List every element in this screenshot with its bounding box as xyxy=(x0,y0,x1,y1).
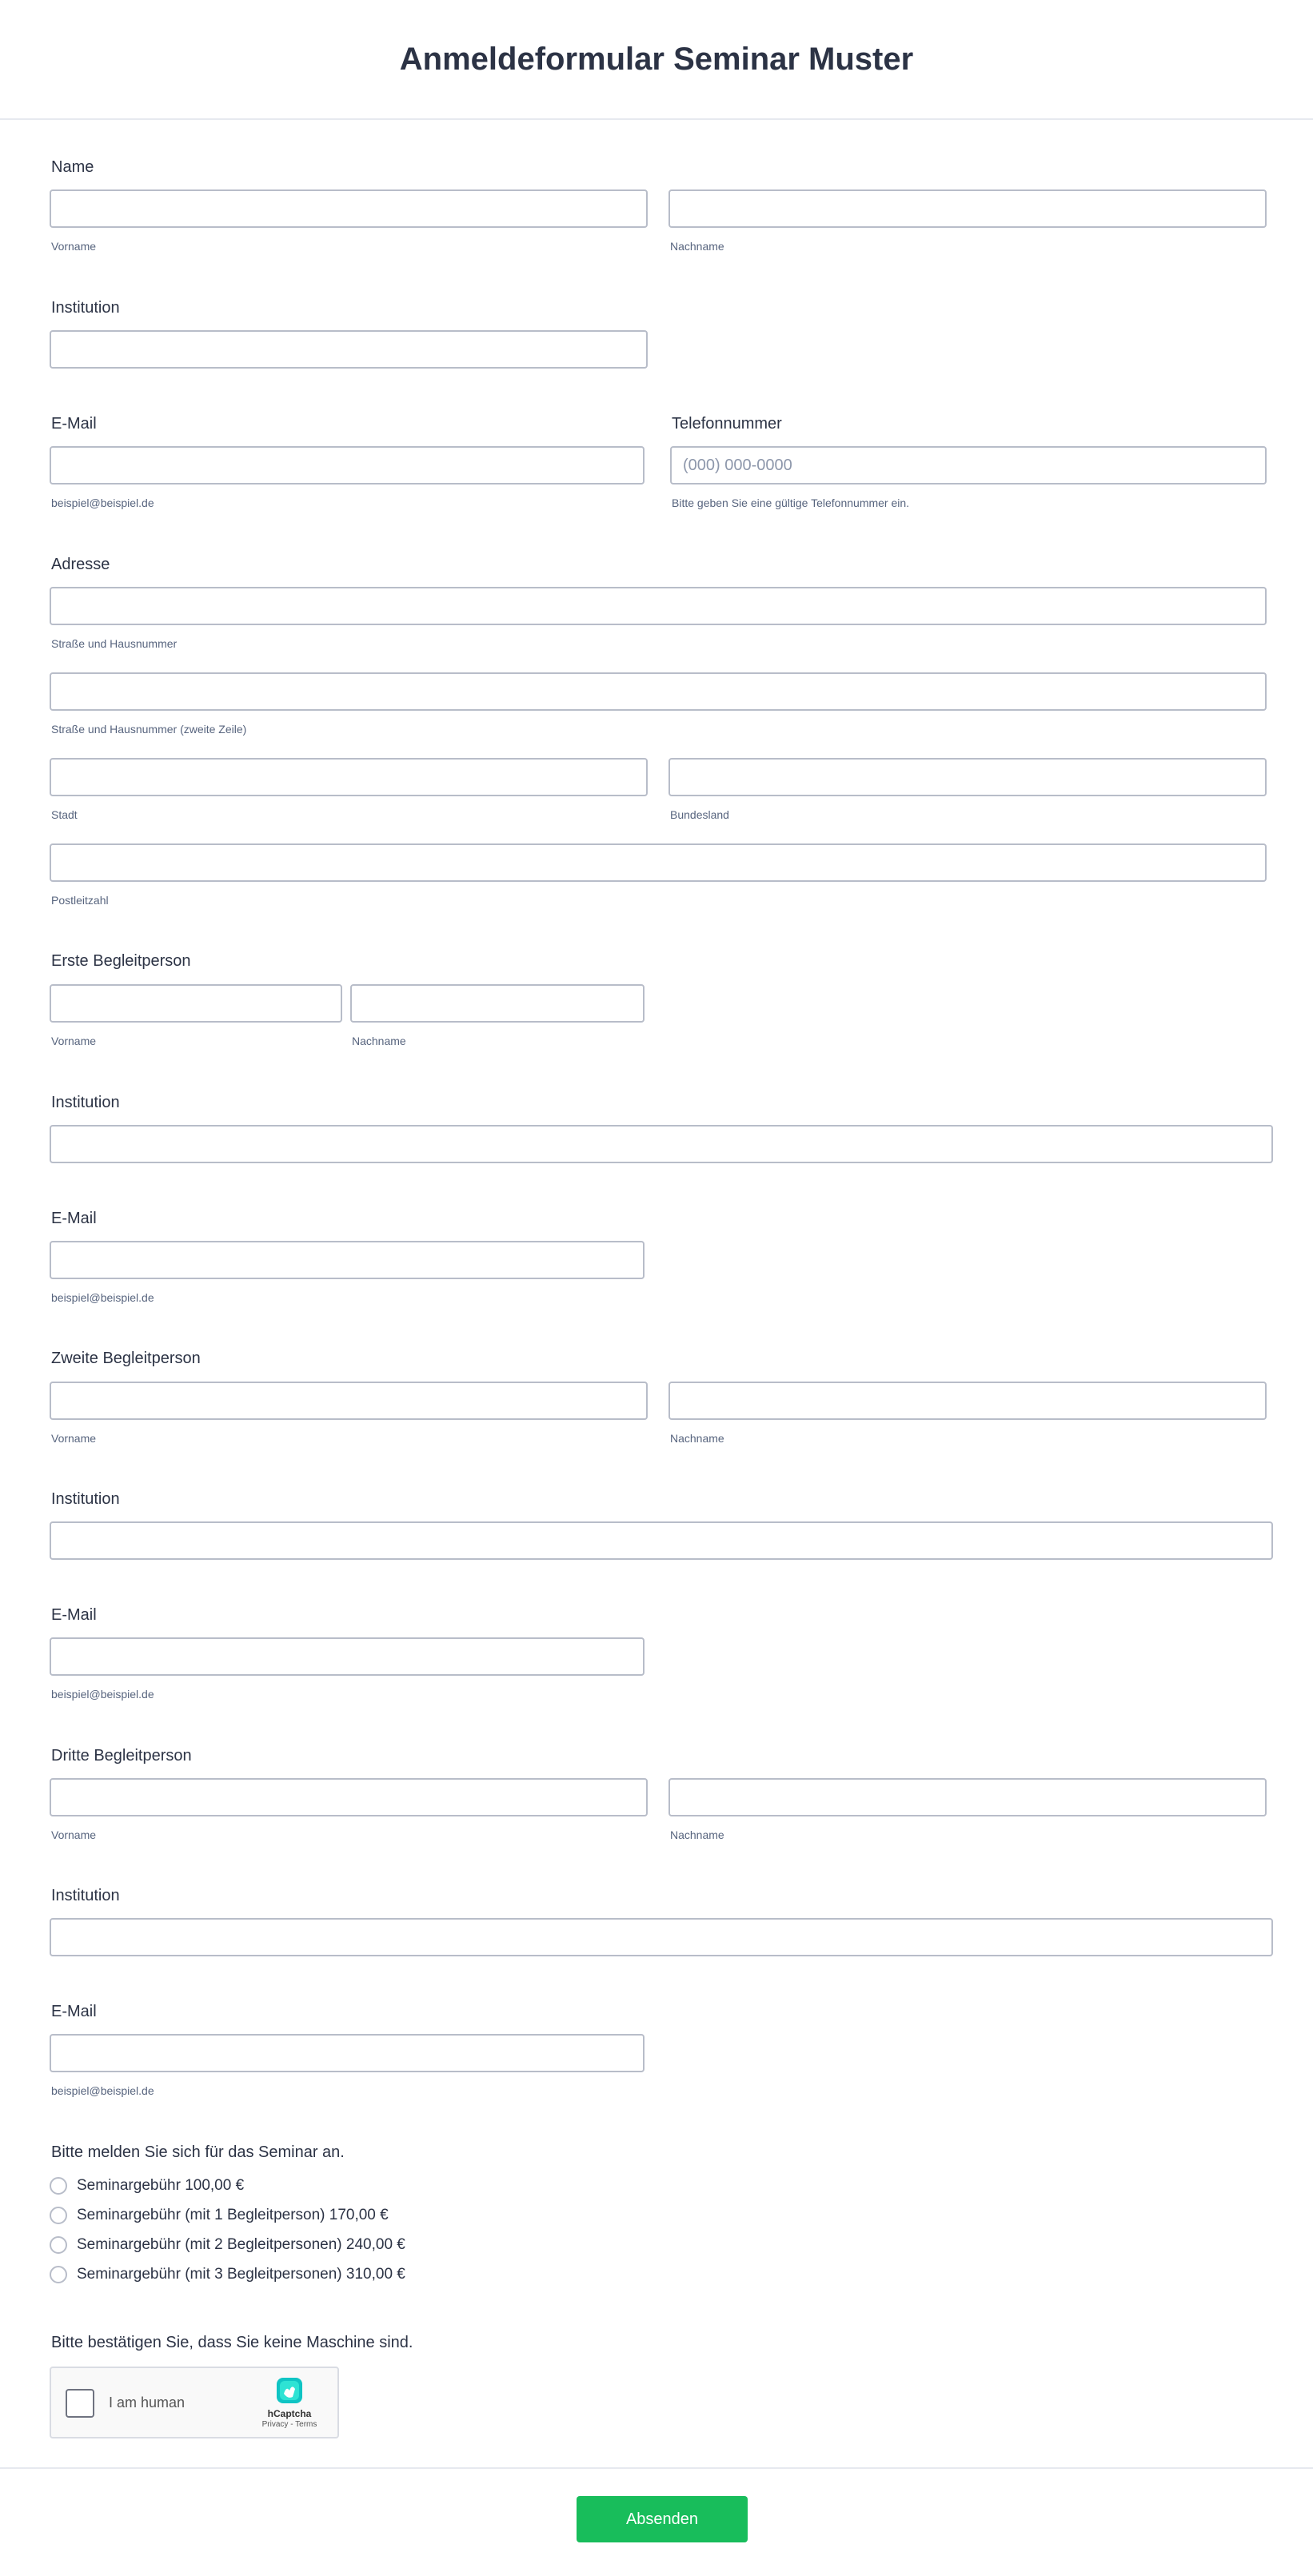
hcaptcha-icon xyxy=(273,2375,305,2407)
first-name-input[interactable] xyxy=(50,189,648,228)
hcaptcha-links[interactable]: Privacy - Terms xyxy=(261,2420,317,2429)
companion3-email-input[interactable] xyxy=(50,2034,645,2072)
radio-button[interactable] xyxy=(50,2266,67,2283)
companion2-email-label: E-Mail xyxy=(51,1606,97,1624)
radio-button[interactable] xyxy=(50,2177,67,2195)
companion1-email-sublabel: beispiel@beispiel.de xyxy=(51,1291,154,1304)
form-header xyxy=(0,0,1313,120)
companion1-email-input[interactable] xyxy=(50,1241,645,1279)
name-label: Name xyxy=(51,158,94,176)
companion3-last-sublabel: Nachname xyxy=(670,1828,724,1841)
state-sublabel: Bundesland xyxy=(670,808,729,821)
companion1-institution-input[interactable] xyxy=(50,1125,1273,1163)
radio-button[interactable] xyxy=(50,2207,67,2224)
captcha-widget xyxy=(50,2367,339,2438)
companion2-last-input[interactable] xyxy=(668,1382,1267,1420)
companion2-label: Zweite Begleitperson xyxy=(51,1350,201,1367)
city-input[interactable] xyxy=(50,758,648,796)
registration-label: Bitte melden Sie sich für das Seminar an. xyxy=(51,2143,345,2161)
registration-option-1[interactable]: Seminargebühr 100,00 € xyxy=(50,2175,405,2197)
first-name-sublabel: Vorname xyxy=(51,240,97,253)
submit-button[interactable]: Absenden xyxy=(577,2496,748,2542)
companion2-institution-input[interactable] xyxy=(50,1521,1273,1560)
phone-label: Telefonnummer xyxy=(672,415,782,433)
companion1-last-sublabel: Nachname xyxy=(352,1035,406,1047)
radio-button[interactable] xyxy=(50,2236,67,2254)
street-input[interactable] xyxy=(50,587,1267,625)
registration-options xyxy=(50,2175,405,2286)
email-label: E-Mail xyxy=(51,415,97,433)
email-sublabel: beispiel@beispiel.de xyxy=(51,496,154,509)
companion3-institution-input[interactable] xyxy=(50,1918,1273,1956)
companion3-email-label: E-Mail xyxy=(51,2003,97,2020)
address-label: Adresse xyxy=(51,556,110,573)
captcha-label: Bitte bestätigen Sie, dass Sie keine Maschine sind. xyxy=(51,2334,413,2351)
zip-input[interactable] xyxy=(50,843,1267,882)
last-name-input[interactable] xyxy=(668,189,1267,228)
companion2-email-sublabel: beispiel@beispiel.de xyxy=(51,1688,154,1701)
street2-sublabel: Straße und Hausnummer (zweite Zeile) xyxy=(51,723,247,736)
companion3-email-sublabel: beispiel@beispiel.de xyxy=(51,2084,154,2097)
institution-label: Institution xyxy=(51,299,120,317)
phone-sublabel: Bitte geben Sie eine gültige Telefonnummer ein. xyxy=(672,496,910,509)
street-sublabel: Straße und Hausnummer xyxy=(51,637,178,650)
hcaptcha-logo xyxy=(251,2375,328,2430)
registration-option-3[interactable]: Seminargebühr (mit 2 Begleitpersonen) 240,00 € xyxy=(50,2234,405,2256)
companion1-first-input[interactable] xyxy=(50,984,342,1023)
companion1-institution-label: Institution xyxy=(51,1094,120,1111)
hcaptcha-brand: hCaptcha xyxy=(267,2408,312,2419)
companion2-last-sublabel: Nachname xyxy=(670,1432,724,1445)
captcha-checkbox[interactable] xyxy=(66,2389,94,2418)
companion2-first-input[interactable] xyxy=(50,1382,648,1420)
companion1-first-sublabel: Vorname xyxy=(51,1035,97,1047)
companion3-institution-label: Institution xyxy=(51,1887,120,1904)
companion2-first-sublabel: Vorname xyxy=(51,1432,97,1445)
city-sublabel: Stadt xyxy=(51,808,78,821)
companion2-institution-label: Institution xyxy=(51,1490,120,1508)
registration-option-4[interactable]: Seminargebühr (mit 3 Begleitpersonen) 310,00 € xyxy=(50,2263,405,2286)
companion1-label: Erste Begleitperson xyxy=(51,952,191,970)
email-input[interactable] xyxy=(50,446,645,484)
companion3-label: Dritte Begleitperson xyxy=(51,1747,192,1765)
companion2-email-input[interactable] xyxy=(50,1637,645,1676)
companion1-email-label: E-Mail xyxy=(51,1210,97,1227)
companion1-last-input[interactable] xyxy=(350,984,645,1023)
captcha-checkbox-text: I am human xyxy=(109,2395,186,2411)
companion3-first-sublabel: Vorname xyxy=(51,1828,97,1841)
zip-sublabel: Postleitzahl xyxy=(51,894,109,907)
companion3-first-input[interactable] xyxy=(50,1778,648,1816)
state-input[interactable] xyxy=(668,758,1267,796)
registration-option-2[interactable]: Seminargebühr (mit 1 Begleitperson) 170,00 € xyxy=(50,2204,405,2227)
footer-divider xyxy=(0,2467,1313,2469)
street2-input[interactable] xyxy=(50,672,1267,711)
phone-input[interactable] xyxy=(670,446,1267,484)
last-name-sublabel: Nachname xyxy=(670,240,724,253)
form-title: Anmeldeformular Seminar Muster xyxy=(399,41,914,77)
companion3-last-input[interactable] xyxy=(668,1778,1267,1816)
institution-input[interactable] xyxy=(50,330,648,369)
